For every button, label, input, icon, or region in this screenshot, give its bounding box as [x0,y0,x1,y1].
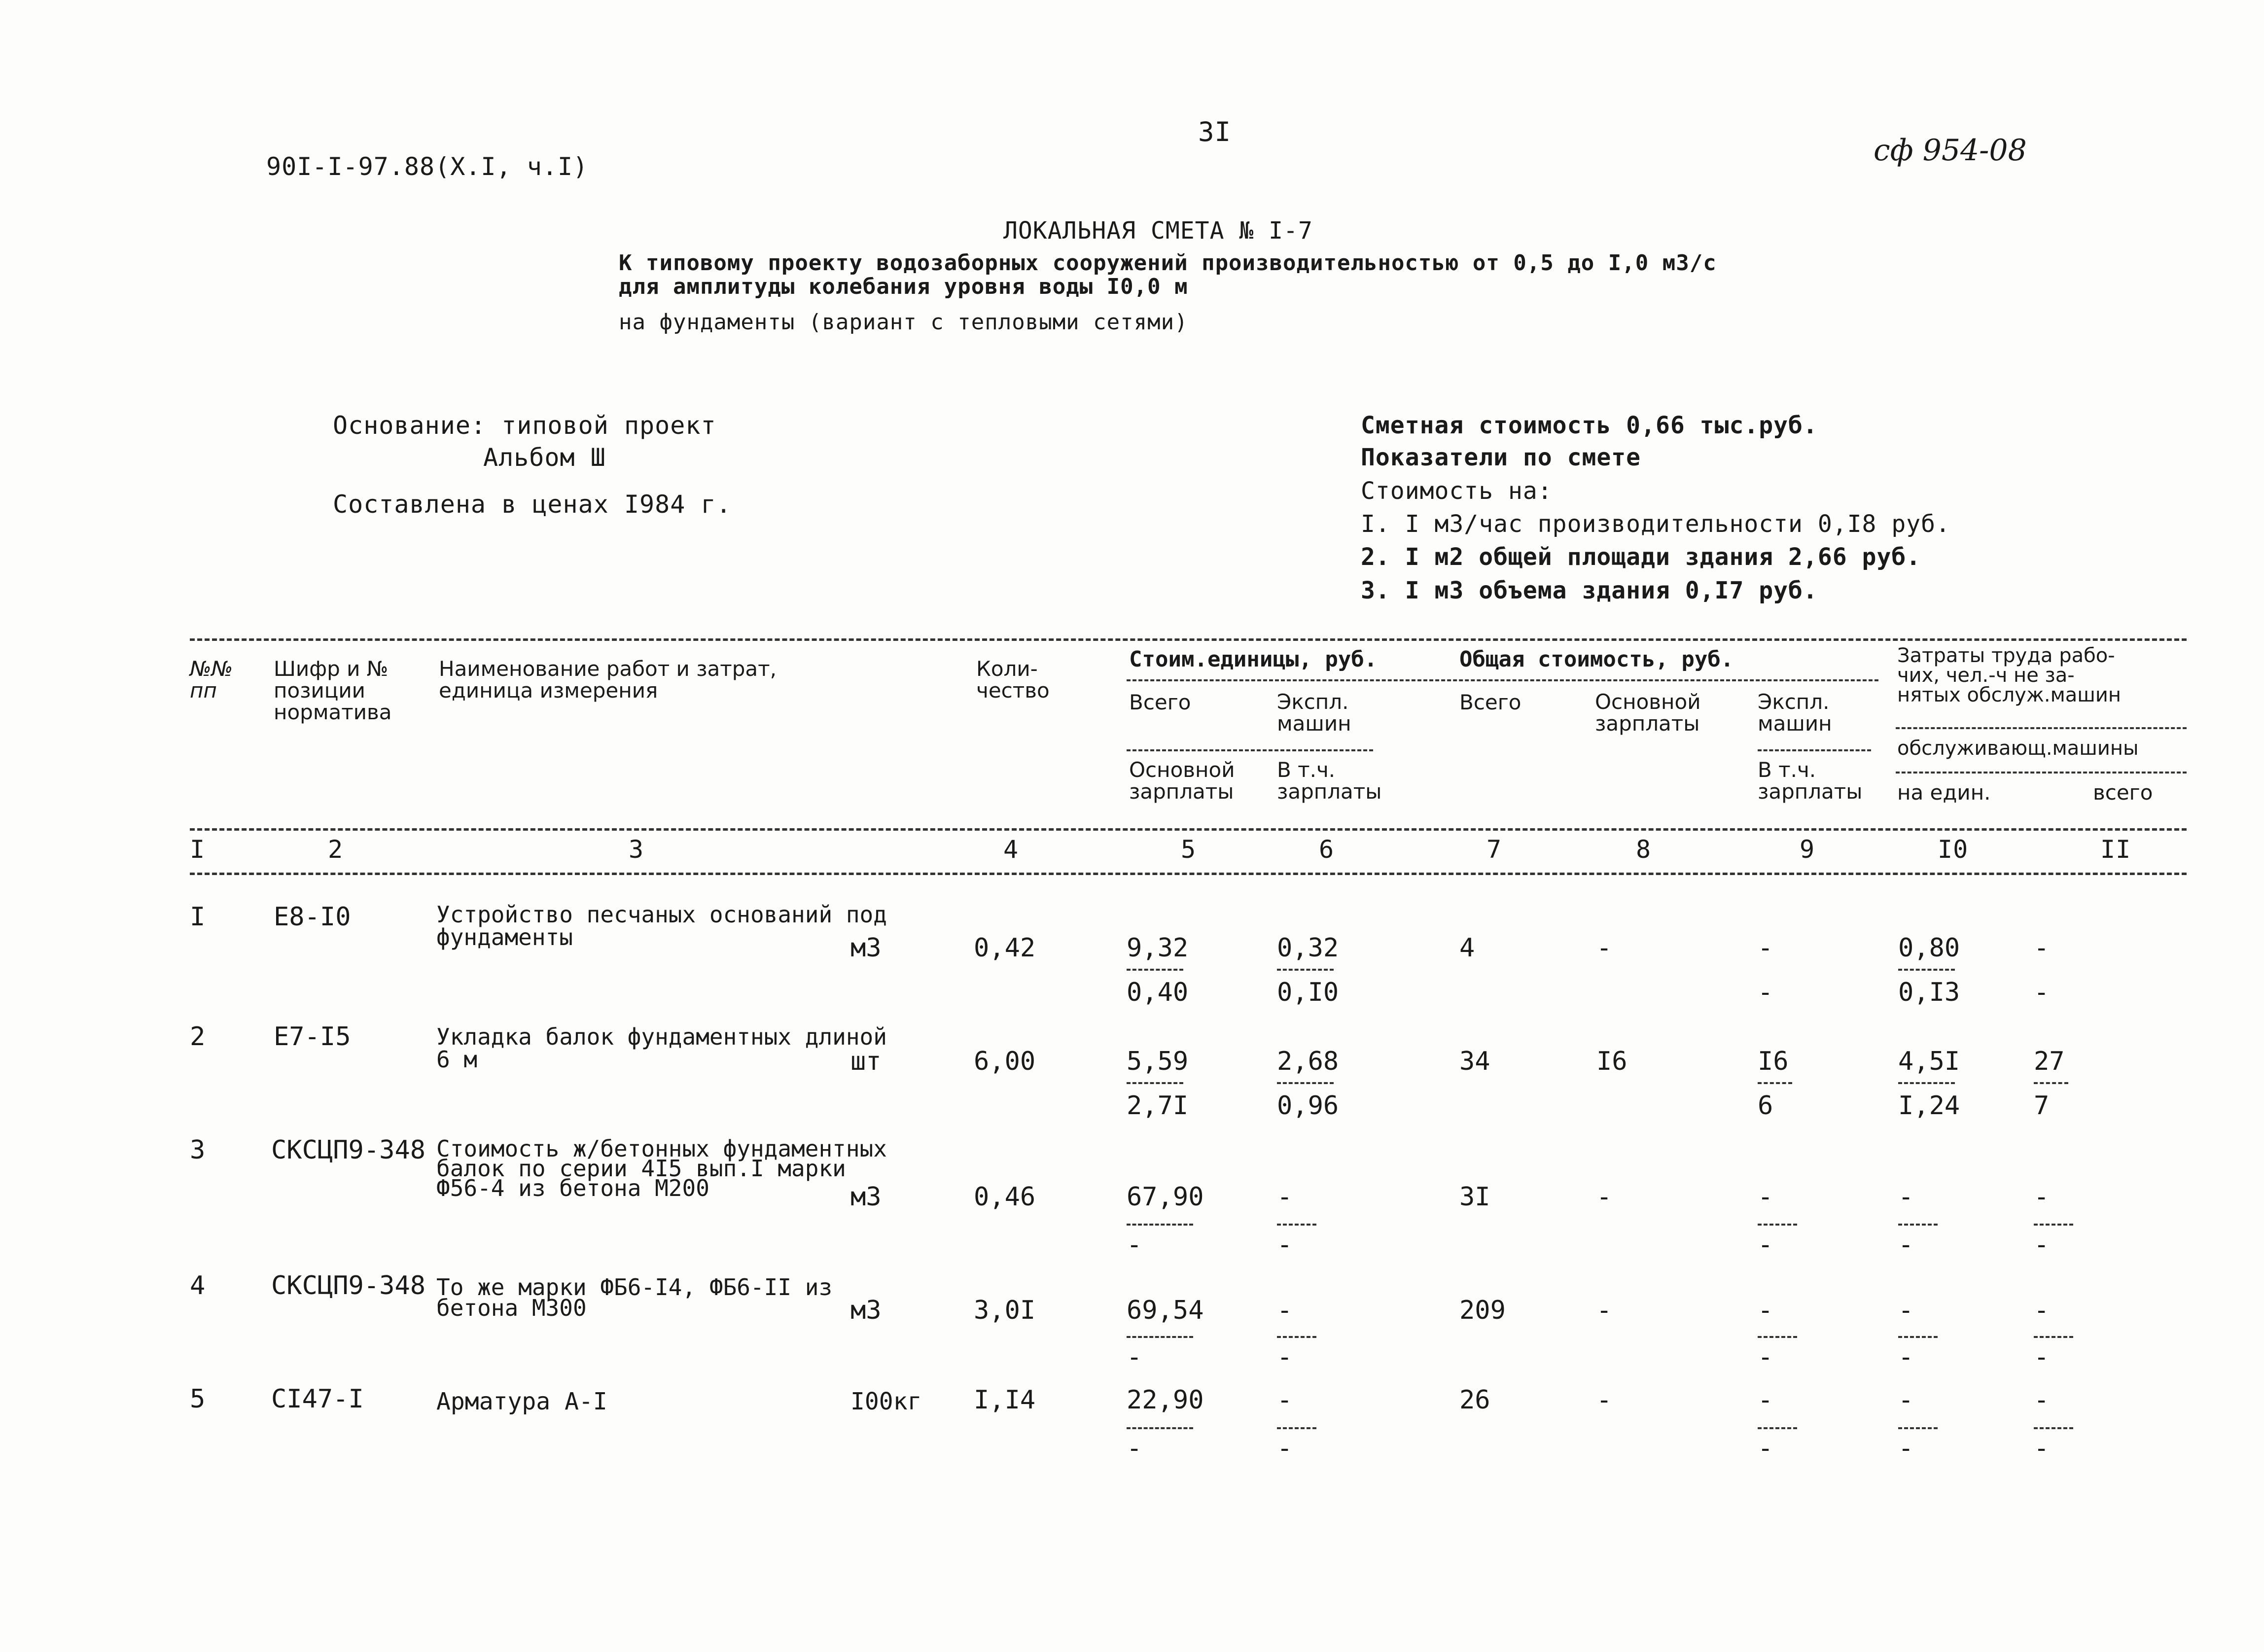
row-qty: 3,0I [974,1296,1036,1325]
col-num-6: 6 [1319,835,1335,864]
row-c11a: - [2034,1182,2050,1212]
fraction-rule [1898,969,1955,971]
table-top-rule [190,638,2187,641]
title-line-3: на фундаменты (вариант с тепловыми сетями) [619,310,1188,335]
row-c7: 34 [1459,1047,1490,1076]
row-c6b: - [1277,1342,1293,1372]
row-c9a: - [1758,933,1773,963]
header-c6a: Экспл. машин [1277,690,1351,736]
row-c8: - [1596,933,1612,963]
row-c6b: - [1277,1230,1293,1260]
row-c5b: - [1127,1342,1142,1372]
row-c11b: 7 [2034,1091,2050,1121]
fraction-rule [1127,1082,1183,1084]
row-c6b: 0,96 [1277,1091,1339,1121]
estimate-item-3: 3. I м3 объема здания 0,I7 руб. [1361,577,1818,604]
basis-label: Основание: типовой проект [333,411,716,440]
fraction-rule [2034,1336,2073,1338]
col-num-8: 8 [1636,835,1652,864]
document-code: 90I-I-97.88(X.I, ч.I) [266,152,589,181]
row-c10a: - [1898,1296,1914,1325]
fraction-rule [1277,1224,1316,1226]
col-numbers-rule [190,873,2187,875]
header-bottom-rule [190,828,2187,831]
estimate-cost-for: Стоимость на: [1361,477,1553,505]
row-c9b: - [1758,978,1773,1007]
row-c5a: 69,54 [1127,1296,1204,1325]
col-num-9: 9 [1800,835,1815,864]
header-c7: Всего [1459,690,1521,714]
row-c6a: - [1277,1296,1293,1325]
fraction-rule [1277,969,1334,971]
row-c7: 4 [1459,933,1475,963]
header-c10: на един. [1897,780,1991,805]
header-labor-machines: обслуживающ.машины [1897,737,2139,760]
row-unit: м3 [850,933,882,963]
row-c8: - [1596,1385,1612,1415]
row-name: То же марки ФБ6-I4, ФБ6-II из бетона М300 [436,1274,833,1321]
row-qty: 6,00 [974,1047,1036,1076]
unit-cost-rule [1127,679,1878,681]
header-total-cost: Общая стоимость, руб. [1459,647,1734,672]
row-unit: шт [850,1047,882,1076]
fraction-rule [1127,1427,1193,1429]
row-c8: - [1596,1182,1612,1212]
row-number: I [190,902,206,932]
row-c6a: - [1277,1182,1293,1212]
header-labor: Затраты труда рабо- чих, чел.-ч не за- нятых обслуж.машин [1897,644,2122,706]
row-c10a: - [1898,1182,1914,1212]
row-c9b: - [1758,1434,1773,1463]
col-num-3: 3 [629,835,644,864]
row-c8: - [1596,1296,1612,1325]
row-number: 5 [190,1384,206,1414]
row-c11b: - [2034,1230,2050,1260]
row-name: Арматура А-I [436,1388,607,1415]
basis-album: Альбом Ш [483,443,606,472]
row-c5a: 5,59 [1127,1047,1189,1076]
fraction-rule [1277,1082,1334,1084]
row-c9b: 6 [1758,1091,1773,1121]
row-number: 4 [190,1271,206,1301]
header-unit-cost: Стоим.единицы, руб. [1129,647,1378,672]
row-unit: м3 [850,1296,882,1325]
row-number: 3 [190,1135,206,1165]
fraction-rule [2034,1082,2068,1084]
row-c6a: - [1277,1385,1293,1415]
header-code: Шифр и № позиции норматива [274,657,392,724]
row-c7: 209 [1459,1296,1506,1325]
row-code: СI47-I [271,1384,364,1414]
row-c7: 26 [1459,1385,1490,1415]
estimate-indicators: Показатели по смете [1361,444,1641,471]
header-c6b: В т.ч. зарплаты [1277,758,1382,804]
fraction-rule [1277,1427,1316,1429]
row-code: СКСЦП9-348 [271,1271,426,1301]
row-qty: I,I4 [974,1385,1036,1415]
row-name: Стоимость ж/бетонных фундаментных балок по серии 4I5 вып.I марки Ф56-4 из бетона М200 [436,1135,887,1201]
col-num-2: 2 [328,835,344,864]
row-c7: 3I [1459,1182,1490,1212]
row-c10a: - [1898,1385,1914,1415]
row-c5b: 0,40 [1127,978,1189,1007]
row-c9a: - [1758,1182,1773,1212]
row-c5b: 2,7I [1127,1091,1189,1121]
row-c10a: 4,5I [1898,1047,1960,1076]
fraction-rule [1127,969,1183,971]
row-c9a: - [1758,1385,1773,1415]
col-num-4: 4 [1003,835,1019,864]
row-c5a: 67,90 [1127,1182,1204,1212]
row-code: СКСЦП9-348 [271,1135,426,1165]
row-c9b: - [1758,1342,1773,1372]
header-c5b: Основной зарплаты [1129,758,1235,804]
row-c11a: 27 [2034,1047,2065,1076]
fraction-rule [1758,1224,1797,1226]
row-name: Укладка балок фундаментных длиной 6 м [436,1023,887,1073]
fraction-rule [1127,1224,1193,1226]
fraction-rule [2034,1224,2073,1226]
row-c11a: - [2034,1296,2050,1325]
fraction-rule [1898,1082,1955,1084]
row-c5b: - [1127,1434,1142,1463]
machine-sub-rule [1758,749,1871,751]
header-row-number: №№ пп [190,657,233,703]
row-c5b: - [1127,1230,1142,1260]
header-name: Наименование работ и затрат, единица измерения [439,657,777,703]
labor-rule-1 [1896,727,2187,729]
row-c10b: I,24 [1898,1091,1960,1121]
title-line-1: К типовому проекту водозаборных сооружений производительностью от 0,5 до I,0 м3/с [619,250,1717,276]
row-c8: I6 [1596,1047,1627,1076]
row-c11b: - [2034,978,2050,1007]
col-num-1: I [190,835,206,864]
row-c10b: 0,I3 [1898,978,1960,1007]
labor-rule-2 [1896,772,2187,773]
col-num-10: I0 [1938,835,1969,864]
estimate-item-2: 2. I м2 общей площади здания 2,66 руб. [1361,543,1921,571]
row-c11a: - [2034,1385,2050,1415]
header-c9a: Экспл. машин [1758,690,1832,736]
basis-prices: Составлена в ценах I984 г. [333,490,732,519]
fraction-rule [1758,1082,1792,1084]
archive-stamp: сф 954-08 [1874,133,2027,168]
estimate-cost: Сметная стоимость 0,66 тыс.руб. [1361,412,1818,439]
row-c9b: - [1758,1230,1773,1260]
page-number: 3I [1198,116,1232,147]
fraction-rule [1758,1336,1797,1338]
row-c11b: - [2034,1434,2050,1463]
header-c9b: В т.ч. зарплаты [1758,758,1863,804]
fraction-rule [1758,1427,1797,1429]
row-c6b: - [1277,1434,1293,1463]
row-c9a: I6 [1758,1047,1789,1076]
row-unit: м3 [850,1182,882,1212]
row-c6a: 2,68 [1277,1047,1339,1076]
fraction-rule [1898,1427,1938,1429]
fraction-rule [2034,1427,2073,1429]
fraction-rule [1127,1336,1193,1338]
row-c10b: - [1898,1342,1914,1372]
row-c5a: 9,32 [1127,933,1189,963]
estimate-item-1: I. I м3/час производительности 0,I8 руб. [1361,510,1950,538]
row-name: Устройство песчаных оснований под фундаменты [436,901,887,950]
row-c6b: 0,I0 [1277,978,1339,1007]
row-unit: I00кг [850,1388,922,1415]
row-qty: 0,42 [974,933,1036,963]
fraction-rule [1898,1336,1938,1338]
header-quantity: Коли- чество [976,657,1050,703]
header-c8: Основной зарплаты [1595,690,1701,736]
row-c9a: - [1758,1296,1773,1325]
row-c10b: - [1898,1434,1914,1463]
estimate-title: ЛОКАЛЬНАЯ СМЕТА № I-7 [1003,217,1313,245]
row-c11b: - [2034,1342,2050,1372]
row-code: Е7-I5 [274,1022,351,1052]
row-c5a: 22,90 [1127,1385,1204,1415]
row-number: 2 [190,1022,206,1052]
row-c6a: 0,32 [1277,933,1339,963]
header-c5a: Всего [1129,690,1191,714]
row-c11a: - [2034,933,2050,963]
col-num-11: II [2100,835,2131,864]
row-qty: 0,46 [974,1182,1036,1212]
fraction-rule [1898,1224,1938,1226]
unit-cost-sub-rule [1127,749,1373,751]
row-code: Е8-I0 [274,902,351,932]
col-num-5: 5 [1181,835,1197,864]
row-c10a: 0,80 [1898,933,1960,963]
row-c10b: - [1898,1230,1914,1260]
fraction-rule [1277,1336,1316,1338]
title-line-2: для амплитуды колебания уровня воды I0,0 м [619,274,1188,299]
col-num-7: 7 [1486,835,1502,864]
header-c11: всего [2093,780,2153,805]
